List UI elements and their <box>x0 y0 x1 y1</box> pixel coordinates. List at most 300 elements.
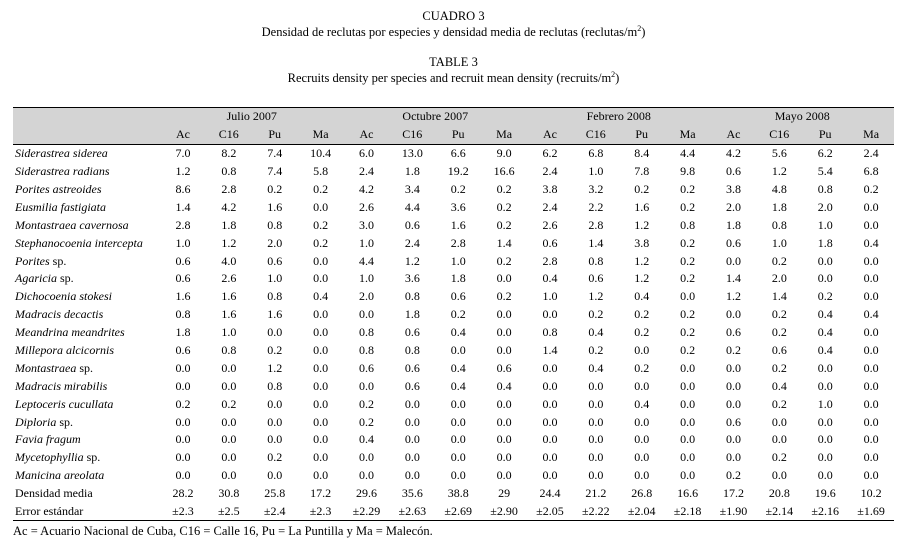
density-cell: 0.0 <box>863 468 879 483</box>
standard-error-row-cell: ±2.3 <box>160 503 206 521</box>
density-cell: 0.0 <box>680 396 696 411</box>
density-cell: 1.0 <box>221 325 237 340</box>
standard-error-row-cell: ±2.18 <box>665 503 711 521</box>
species-name-text: Dichocoenia stokesi <box>15 289 112 304</box>
species-name-text: Eusmilia fastigiata <box>15 199 107 214</box>
density-cell: 0.0 <box>313 378 329 393</box>
density-cell: 9.0 <box>496 146 512 161</box>
density-cell: 0.8 <box>542 325 558 340</box>
density-cell: 0.2 <box>680 253 696 268</box>
density-cell: 8.6 <box>175 182 191 196</box>
header-blank-cell <box>13 126 160 144</box>
density-cell: 0.0 <box>404 432 420 447</box>
density-cell: 0.4 <box>634 289 650 304</box>
density-cell: 0.0 <box>771 414 787 429</box>
density-cell: 4.4 <box>404 199 420 214</box>
standard-error-row-cell: ±2.69 <box>435 503 481 521</box>
density-cell: 0.2 <box>313 235 329 250</box>
density-cell: 0.0 <box>634 432 650 447</box>
density-cell: 0.0 <box>175 468 191 483</box>
density-cell: 0.2 <box>358 396 374 411</box>
density-cell: 4.4 <box>680 146 696 161</box>
density-cell: 0.0 <box>588 378 604 393</box>
density-cell: 0.0 <box>450 396 466 411</box>
density-cell: 0.0 <box>680 414 696 429</box>
density-cell: 0.2 <box>221 396 237 411</box>
density-cell: 2.4 <box>404 235 420 250</box>
density-cell: 0.0 <box>725 450 741 465</box>
density-cell: 0.4 <box>863 307 879 322</box>
density-cell: 0.0 <box>221 468 237 483</box>
density-cell: 0.0 <box>817 360 833 375</box>
density-cell: 1.6 <box>267 307 283 322</box>
density-cell: 16.6 <box>493 164 515 179</box>
density-cell: 0.0 <box>863 414 879 429</box>
density-cell: 6.2 <box>817 146 833 161</box>
density-cell: 0.2 <box>496 217 512 232</box>
spanish-caption-close: ) <box>641 25 646 39</box>
period-header-row <box>13 108 894 126</box>
density-cell: 0.0 <box>542 414 558 429</box>
density-cell: 1.0 <box>358 271 374 286</box>
density-cell: 0.2 <box>496 253 512 268</box>
density-cell: 1.8 <box>817 235 833 250</box>
density-cell: 0.0 <box>267 325 283 340</box>
density-cell: 0.6 <box>542 235 558 250</box>
density-cell: 0.0 <box>588 432 604 447</box>
density-cell: 0.0 <box>725 396 741 411</box>
density-cell: 0.0 <box>404 468 420 483</box>
density-cell: 3.8 <box>725 182 741 196</box>
density-cell: 0.0 <box>175 432 191 447</box>
density-cell: 0.0 <box>496 396 512 411</box>
table-row <box>13 163 894 181</box>
density-cell: 0.0 <box>221 378 237 393</box>
density-cell: 1.2 <box>267 360 283 375</box>
table-row <box>13 216 894 234</box>
density-cell: 0.0 <box>634 378 650 393</box>
site-header: Ma <box>481 126 527 144</box>
density-cell: 0.6 <box>358 360 374 375</box>
density-cell: 0.0 <box>267 396 283 411</box>
species-name-text: Manicina areolata <box>15 468 105 483</box>
density-cell: 0.8 <box>221 343 237 358</box>
density-cell: 0.4 <box>450 378 466 393</box>
density-cell: 4.8 <box>771 182 787 196</box>
density-cell: 1.2 <box>771 164 787 179</box>
species-name <box>13 163 160 181</box>
standard-error-row-cell: ±2.05 <box>527 503 573 521</box>
density-cell: 0.0 <box>404 414 420 429</box>
standard-error-row-cell: ±2.14 <box>756 503 802 521</box>
density-cell: 0.8 <box>358 343 374 358</box>
species-name-text: Siderastrea siderea <box>15 146 108 161</box>
species-name <box>13 216 160 234</box>
density-cell: 2.4 <box>542 199 558 214</box>
density-cell: 0.0 <box>542 396 558 411</box>
density-cell: 1.0 <box>358 235 374 250</box>
period-header: Julio 2007 <box>160 108 344 126</box>
density-cell: 0.6 <box>725 164 741 179</box>
density-cell: 0.2 <box>267 182 283 196</box>
density-cell: 6.8 <box>863 164 879 179</box>
species-name <box>13 359 160 377</box>
density-cell: 0.2 <box>588 343 604 358</box>
density-cell: 0.0 <box>588 414 604 429</box>
density-cell: 0.0 <box>175 378 191 393</box>
density-cell: 1.4 <box>771 289 787 304</box>
density-cell: 3.4 <box>404 182 420 196</box>
density-cell: 1.6 <box>267 199 283 214</box>
species-sp-suffix: sp. <box>56 414 74 429</box>
density-cell: 0.0 <box>221 432 237 447</box>
density-cell: 0.0 <box>450 450 466 465</box>
table-row <box>13 449 894 467</box>
density-cell: 0.0 <box>634 468 650 483</box>
density-cell: 2.4 <box>358 164 374 179</box>
density-cell: 0.0 <box>863 253 879 268</box>
density-cell: 0.0 <box>588 396 604 411</box>
species-name <box>13 342 160 360</box>
density-cell: 2.0 <box>817 199 833 214</box>
density-cell: 0.6 <box>404 360 420 375</box>
density-cell: 0.0 <box>725 307 741 322</box>
density-cell: 0.6 <box>771 343 787 358</box>
density-cell: 3.8 <box>542 182 558 196</box>
density-cell: 0.0 <box>680 289 696 304</box>
spanish-caption <box>0 25 907 40</box>
density-cell: 1.4 <box>725 271 741 286</box>
density-cell: 0.0 <box>680 450 696 465</box>
site-header: C16 <box>756 126 802 144</box>
mean-density-row-cell: 17.2 <box>722 486 744 501</box>
density-cell: 0.2 <box>450 182 466 196</box>
table-row <box>13 306 894 324</box>
density-cell: 1.2 <box>725 289 741 304</box>
density-cell: 2.0 <box>267 235 283 250</box>
density-cell: 0.2 <box>725 343 741 358</box>
species-name <box>13 377 160 395</box>
density-cell: 0.0 <box>313 414 329 429</box>
density-cell: 0.0 <box>542 432 558 447</box>
density-cell: 1.4 <box>588 235 604 250</box>
density-cell: 1.4 <box>542 343 558 358</box>
spanish-caption-text: Densidad de reclutas por especies y densidad media de reclutas (reclutas/m <box>261 25 638 39</box>
density-cell: 0.2 <box>680 271 696 286</box>
density-cell: 1.2 <box>634 271 650 286</box>
density-cell: 1.0 <box>450 253 466 268</box>
density-cell: 1.6 <box>634 199 650 214</box>
density-cell: 7.8 <box>634 164 650 179</box>
density-cell: 0.2 <box>680 199 696 214</box>
mean-density-row-cell: 28.2 <box>172 486 194 501</box>
density-cell: 0.6 <box>450 289 466 304</box>
density-cell: 0.8 <box>404 289 420 304</box>
table-row <box>13 359 894 377</box>
table-row <box>13 342 894 360</box>
density-cell: 0.2 <box>267 450 283 465</box>
mean-density-row-cell: 19.6 <box>814 486 836 501</box>
density-cell: 6.8 <box>588 146 604 161</box>
density-cell: 1.8 <box>771 199 787 214</box>
density-cell: 0.8 <box>817 182 833 196</box>
density-cell: 7.4 <box>267 164 283 179</box>
density-cell: 0.4 <box>634 396 650 411</box>
density-cell: 1.2 <box>404 253 420 268</box>
density-cell: 6.0 <box>358 146 374 161</box>
density-cell: 0.0 <box>313 360 329 375</box>
site-header: C16 <box>206 126 252 144</box>
density-cell: 0.2 <box>680 307 696 322</box>
density-cell: 5.4 <box>817 164 833 179</box>
density-cell: 0.0 <box>496 271 512 286</box>
site-header: Ac <box>527 126 573 144</box>
density-cell: 0.4 <box>817 343 833 358</box>
table-row <box>13 252 894 270</box>
density-cell: 9.8 <box>680 164 696 179</box>
density-cell: 0.0 <box>863 450 879 465</box>
density-cell: 1.0 <box>542 289 558 304</box>
density-cell: 0.6 <box>725 325 741 340</box>
density-cell: 0.0 <box>267 468 283 483</box>
standard-error-row-label: Error estándar <box>13 503 160 521</box>
density-cell: 1.0 <box>817 396 833 411</box>
mean-density-row-cell: 20.8 <box>768 486 790 501</box>
density-cell: 0.0 <box>542 360 558 375</box>
density-cell: 2.8 <box>221 182 237 196</box>
english-caption <box>0 71 907 86</box>
density-cell: 0.2 <box>771 450 787 465</box>
density-cell: 0.0 <box>496 307 512 322</box>
density-cell: 0.2 <box>680 182 696 196</box>
density-cell: 0.0 <box>542 307 558 322</box>
table-row <box>13 395 894 413</box>
density-cell: 0.8 <box>175 307 191 322</box>
density-cell: 1.0 <box>771 235 787 250</box>
mean-density-row-cell: 21.2 <box>585 486 607 501</box>
density-cell: 7.4 <box>267 146 283 161</box>
species-sp-suffix: sp. <box>83 450 101 465</box>
density-cell: 0.6 <box>267 253 283 268</box>
table-label: TABLE 3 <box>429 55 478 69</box>
density-cell: 0.8 <box>680 217 696 232</box>
table-row <box>13 377 894 395</box>
density-cell: 0.2 <box>450 307 466 322</box>
density-cell: 1.8 <box>221 217 237 232</box>
density-cell: 6.6 <box>450 146 466 161</box>
species-sp-suffix: sp. <box>57 271 74 286</box>
mean-density-row-cell: 29 <box>498 486 511 501</box>
period-header: Febrero 2008 <box>527 108 711 126</box>
site-header: Ac <box>711 126 757 144</box>
density-cell: 0.0 <box>542 468 558 483</box>
density-cell: 0.4 <box>450 325 466 340</box>
species-name-text: Madracis decactis <box>15 307 104 322</box>
density-cell: 2.6 <box>358 199 374 214</box>
density-cell: 0.0 <box>404 450 420 465</box>
density-cell: 0.0 <box>450 414 466 429</box>
density-cell: 13.0 <box>401 146 423 161</box>
density-cell: 2.8 <box>450 235 466 250</box>
standard-error-row-cell: ±2.04 <box>619 503 665 521</box>
density-cell: 1.0 <box>175 235 191 250</box>
density-cell: 1.8 <box>450 271 466 286</box>
density-cell: 0.0 <box>450 343 466 358</box>
density-cell: 0.0 <box>496 450 512 465</box>
species-name-text: Montastraea cavernosa <box>15 217 129 232</box>
site-header: Ma <box>848 126 894 144</box>
table-row <box>13 467 894 485</box>
density-cell: 0.0 <box>313 325 329 340</box>
density-cell: 0.2 <box>771 253 787 268</box>
density-cell: 1.4 <box>175 199 191 214</box>
density-cell: 0.0 <box>450 468 466 483</box>
density-cell: 0.4 <box>863 235 879 250</box>
density-cell: 0.0 <box>863 378 879 393</box>
density-cell: 0.2 <box>634 182 650 196</box>
density-cell: 0.0 <box>634 450 650 465</box>
footnote: Ac = Acuario Nacional de Cuba, C16 = Calle 16, Pu = La Puntilla y Ma = Malecón. <box>13 524 433 538</box>
density-cell: 0.0 <box>404 396 420 411</box>
density-cell: 0.0 <box>358 468 374 483</box>
density-cell: 2.8 <box>175 217 191 232</box>
species-name <box>13 449 160 467</box>
density-cell: 0.0 <box>680 360 696 375</box>
density-cell: 0.2 <box>771 325 787 340</box>
density-cell: 0.0 <box>817 253 833 268</box>
density-cell: 0.0 <box>863 396 879 411</box>
density-cell: 0.6 <box>588 271 604 286</box>
density-cell: 0.4 <box>588 325 604 340</box>
density-cell: 0.2 <box>680 235 696 250</box>
mean-density-row-cell: 35.6 <box>401 486 423 501</box>
density-cell: 0.0 <box>313 450 329 465</box>
density-cell: 0.0 <box>221 450 237 465</box>
density-cell: 0.0 <box>817 271 833 286</box>
density-cell: 0.0 <box>221 360 237 375</box>
standard-error-row-cell: ±2.63 <box>389 503 435 521</box>
standard-error-row-cell: ±1.90 <box>711 503 757 521</box>
species-name-text: Favia fragum <box>15 432 81 447</box>
density-cell: 1.2 <box>175 164 191 179</box>
site-header: Pu <box>435 126 481 144</box>
density-cell: 0.6 <box>725 235 741 250</box>
site-header: C16 <box>573 126 619 144</box>
density-cell: 2.8 <box>542 253 558 268</box>
table-row <box>13 144 894 162</box>
recruits-density-table <box>13 107 894 521</box>
density-cell: 1.6 <box>221 289 237 304</box>
table-row <box>13 413 894 431</box>
density-cell: 4.4 <box>358 253 374 268</box>
species-sp-suffix: sp. <box>49 253 67 268</box>
density-cell: 3.0 <box>358 217 374 232</box>
english-caption-sup: 2 <box>611 69 616 79</box>
period-header: Mayo 2008 <box>711 108 895 126</box>
density-cell: 0.8 <box>358 325 374 340</box>
mean-density-row-cell: 29.6 <box>355 486 377 501</box>
density-cell: 3.8 <box>634 235 650 250</box>
species-name-text: Mycetophyllia <box>15 450 84 465</box>
density-cell: 0.0 <box>542 450 558 465</box>
density-cell: 2.0 <box>725 199 741 214</box>
density-cell: 0.8 <box>588 253 604 268</box>
density-cell: 8.4 <box>634 146 650 161</box>
standard-error-row-cell: ±1.69 <box>848 503 894 521</box>
density-cell: 0.6 <box>175 271 191 286</box>
density-cell: 0.2 <box>634 307 650 322</box>
density-cell: 2.4 <box>863 146 879 161</box>
density-cell: 2.4 <box>542 164 558 179</box>
density-cell: 0.2 <box>771 307 787 322</box>
density-cell: 0.0 <box>313 432 329 447</box>
density-cell: 0.0 <box>817 450 833 465</box>
density-cell: 0.2 <box>358 414 374 429</box>
standard-error-row-cell: ±2.4 <box>252 503 298 521</box>
table-row <box>13 431 894 449</box>
species-name <box>13 288 160 306</box>
density-cell: 0.4 <box>542 271 558 286</box>
density-cell: 3.6 <box>404 271 420 286</box>
density-cell: 0.2 <box>771 360 787 375</box>
period-header: Octubre 2007 <box>344 108 528 126</box>
density-cell: 0.6 <box>404 325 420 340</box>
density-cell: 19.2 <box>447 164 469 179</box>
density-cell: 0.8 <box>267 378 283 393</box>
species-name-text: Diploria <box>15 414 57 429</box>
density-cell: 1.0 <box>588 164 604 179</box>
density-cell: 0.0 <box>817 378 833 393</box>
mean-density-row-cell: 38.8 <box>447 486 469 501</box>
density-cell: 4.2 <box>358 182 374 196</box>
species-name <box>13 395 160 413</box>
density-cell: 0.0 <box>496 414 512 429</box>
site-header: Pu <box>252 126 298 144</box>
density-cell: 0.6 <box>725 414 741 429</box>
density-cell: 4.2 <box>725 146 741 161</box>
density-cell: 1.8 <box>175 325 191 340</box>
density-cell: 0.2 <box>863 182 879 196</box>
density-cell: 0.0 <box>313 343 329 358</box>
density-cell: 0.0 <box>817 432 833 447</box>
density-cell: 0.4 <box>817 325 833 340</box>
density-cell: 2.2 <box>588 199 604 214</box>
density-cell: 0.4 <box>771 378 787 393</box>
species-name-text: Madracis mirabilis <box>15 378 108 393</box>
species-name <box>13 181 160 199</box>
density-cell: 1.2 <box>634 253 650 268</box>
density-cell: 0.6 <box>175 343 191 358</box>
mean-density-row-label: Densidad media <box>15 486 93 501</box>
site-header: Ac <box>160 126 206 144</box>
density-cell: 6.2 <box>542 146 558 161</box>
species-name-text: Porites <box>15 253 50 268</box>
density-cell: 0.0 <box>358 378 374 393</box>
density-cell: 2.0 <box>358 289 374 304</box>
density-cell: 2.8 <box>588 217 604 232</box>
density-cell: 0.0 <box>313 396 329 411</box>
density-cell: 0.0 <box>313 199 329 214</box>
species-sp-suffix: sp. <box>76 360 94 375</box>
species-name <box>13 413 160 431</box>
density-cell: 0.0 <box>542 378 558 393</box>
density-cell: 0.0 <box>221 414 237 429</box>
density-cell: 0.2 <box>267 343 283 358</box>
density-cell: 0.0 <box>175 360 191 375</box>
site-header: C16 <box>389 126 435 144</box>
density-cell: 0.4 <box>358 432 374 447</box>
density-cell: 0.4 <box>313 289 329 304</box>
